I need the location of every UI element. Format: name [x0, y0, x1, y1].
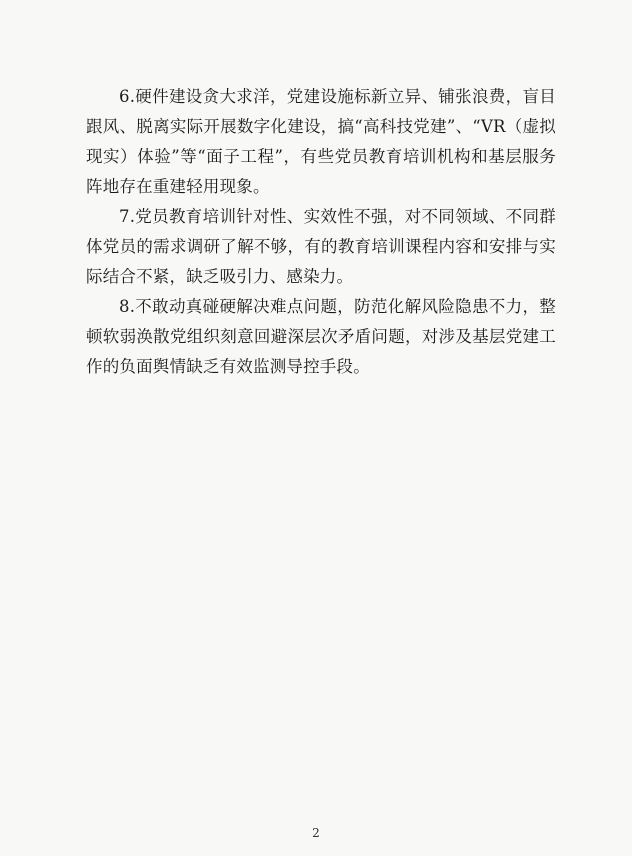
- paragraph-item-8: 8.不敢动真碰硬解决难点问题，防范化解风险隐患不力，整顿软弱涣散党组织刻意回避深层次矛盾问题，对涉及基层党建工作的负面舆情缺乏有效监测导控手段。: [86, 297, 556, 376]
- paragraph-item-7: 7.党员教育培训针对性、实效性不强，对不同领域、不同群体党员的需求调研了解不够，有的教育培训课程内容和安排与实际结合不紧，缺乏吸引力、感染力。: [86, 207, 556, 286]
- page-number: 2: [312, 826, 320, 840]
- document-body: [86, 82, 556, 382]
- paragraph-item-6: 6.硬件建设贪大求洋，党建设施标新立异、铺张浪费，盲目跟风、脱离实际开展数字化建设，搞“高科技党建”、“VR（虚拟现实）体验”等“面子工程”，有些党员教育培训机构和基层服务阵地存在重建轻用现象。: [86, 87, 556, 196]
